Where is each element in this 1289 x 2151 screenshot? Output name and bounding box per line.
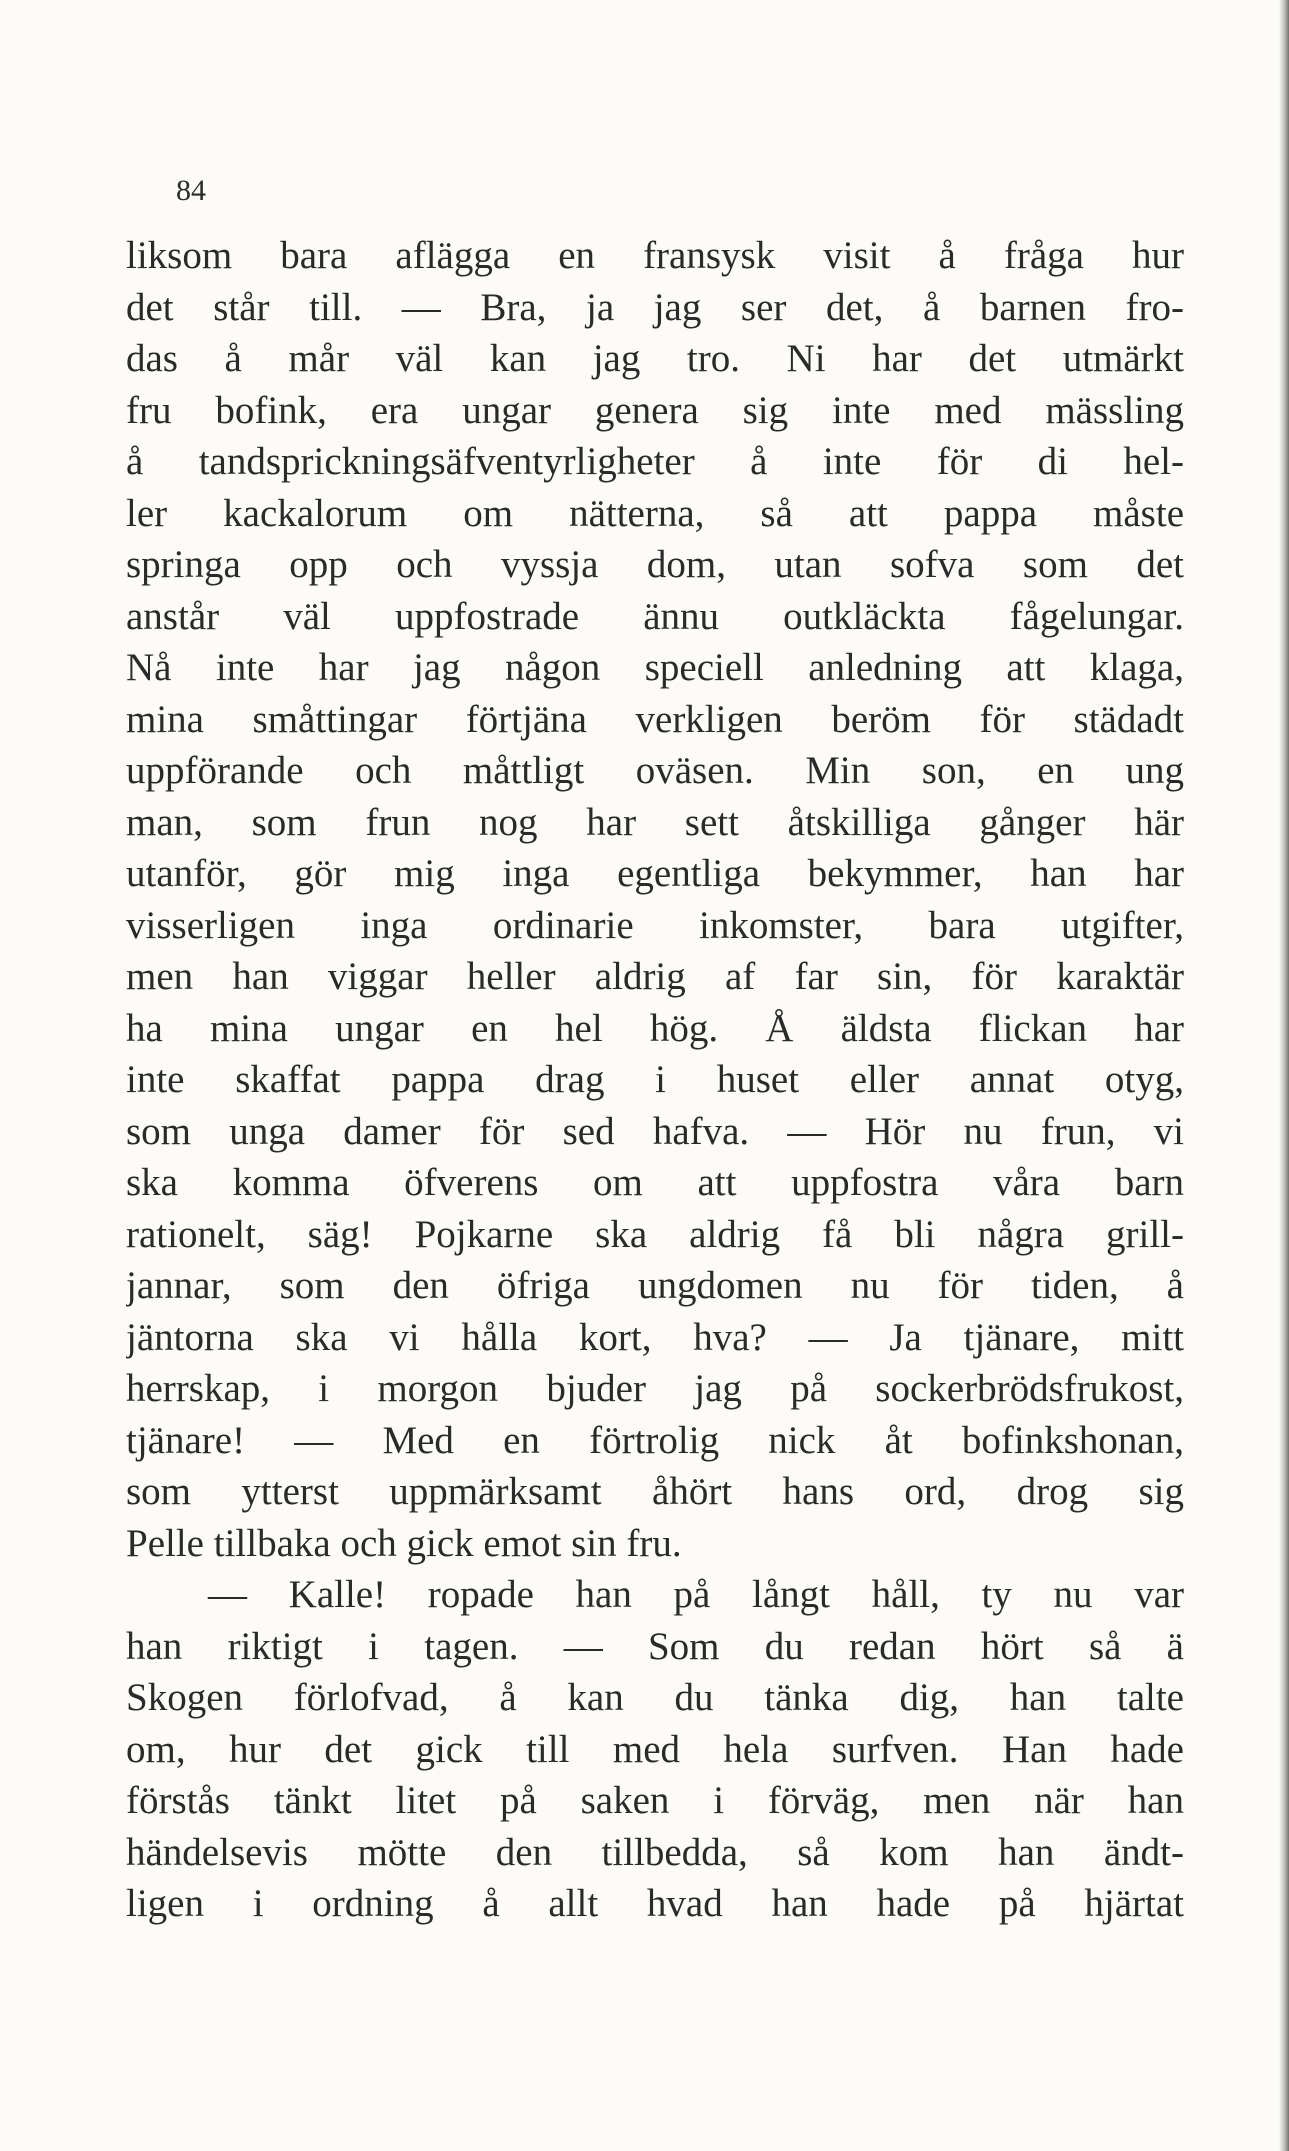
text-line: händelsevis mötte den tillbedda, så kom han ändt- xyxy=(126,1830,1184,1874)
text-line: Nå inte har jag någon speciell anledning att klaga, xyxy=(126,646,1184,689)
text-line: rationelt, säg! Pojkarne ska aldrig få bli några grill- xyxy=(126,1212,1184,1256)
text-line: jannar, som den öfriga ungdomen nu för tiden, å xyxy=(126,1264,1184,1307)
text-line: mina småttingar förtjäna verkligen beröm för städadt xyxy=(126,697,1184,741)
text-line: förstås tänkt litet på saken i förväg, men när han xyxy=(126,1779,1184,1822)
text-line: liksom bara aflägga en fransysk visit å fråga hur xyxy=(126,234,1184,277)
text-line: fru bofink, era ungar genera sig inte med mässling xyxy=(126,388,1184,432)
text-line: springa opp och vyssja dom, utan sofva som det xyxy=(126,543,1184,586)
text-line: utanför, gör mig inga egentliga bekymmer, han har xyxy=(126,852,1184,895)
text-line: om, hur det gick till med hela surfven. Han hade xyxy=(126,1727,1184,1771)
text-line-paragraph-end: Pelle tillbaka och gick emot sin fru. xyxy=(126,1521,682,1565)
text-line: han riktigt i tagen. — Som du redan hört så ä xyxy=(126,1624,1184,1668)
text-line: jäntorna ska vi hålla kort, hva? — Ja tjänare, mitt xyxy=(126,1315,1184,1359)
text-line: herrskap, i morgon bjuder jag på sockerbrödsfrukost, xyxy=(126,1367,1184,1410)
text-line: det står till. — Bra, ja jag ser det, å barnen fro- xyxy=(126,285,1184,329)
text-line: man, som frun nog har sett åtskilliga gånger här xyxy=(126,800,1184,844)
text-line: som unga damer för sed hafva. — Hör nu frun, vi xyxy=(126,1109,1184,1153)
text-line: som ytterst uppmärksamt åhört hans ord, drog sig xyxy=(126,1470,1184,1513)
text-line: inte skaffat pappa drag i huset eller annat otyg, xyxy=(126,1058,1184,1101)
text-line: das å mår väl kan jag tro. Ni har det utmärkt xyxy=(126,337,1184,380)
text-line: men han viggar heller aldrig af far sin, för karaktär xyxy=(126,955,1184,998)
text-line: ska komma öfverens om att uppfostra våra barn xyxy=(126,1161,1184,1204)
text-line: tjänare! — Med en förtrolig nick åt bofinkshonan, xyxy=(126,1418,1184,1462)
text-line: anstår väl uppfostrade ännu outkläckta fågelungar. xyxy=(126,594,1184,638)
text-line: visserligen inga ordinarie inkomster, bara utgifter, xyxy=(126,903,1184,947)
text-line: ler kackalorum om nätterna, så att pappa måste xyxy=(126,491,1184,535)
text-line-paragraph-start: — Kalle! ropade han på långt håll, ty nu var xyxy=(208,1573,1184,1616)
page-number: 84 xyxy=(176,174,206,207)
body-text xyxy=(126,230,1184,1930)
text-line: å tandsprickningsäfventyrligheter å inte för di hel- xyxy=(126,440,1184,483)
text-line: Skogen förlofvad, å kan du tänka dig, han talte xyxy=(126,1676,1184,1719)
text-line: ha mina ungar en hel hög. Å äldsta flickan har xyxy=(126,1006,1184,1050)
text-line: ligen i ordning å allt hvad han hade på hjärtat xyxy=(126,1882,1184,1925)
page-edge-shadow xyxy=(1279,0,1289,2151)
text-line: uppförande och måttligt oväsen. Min son, en ung xyxy=(126,749,1184,792)
